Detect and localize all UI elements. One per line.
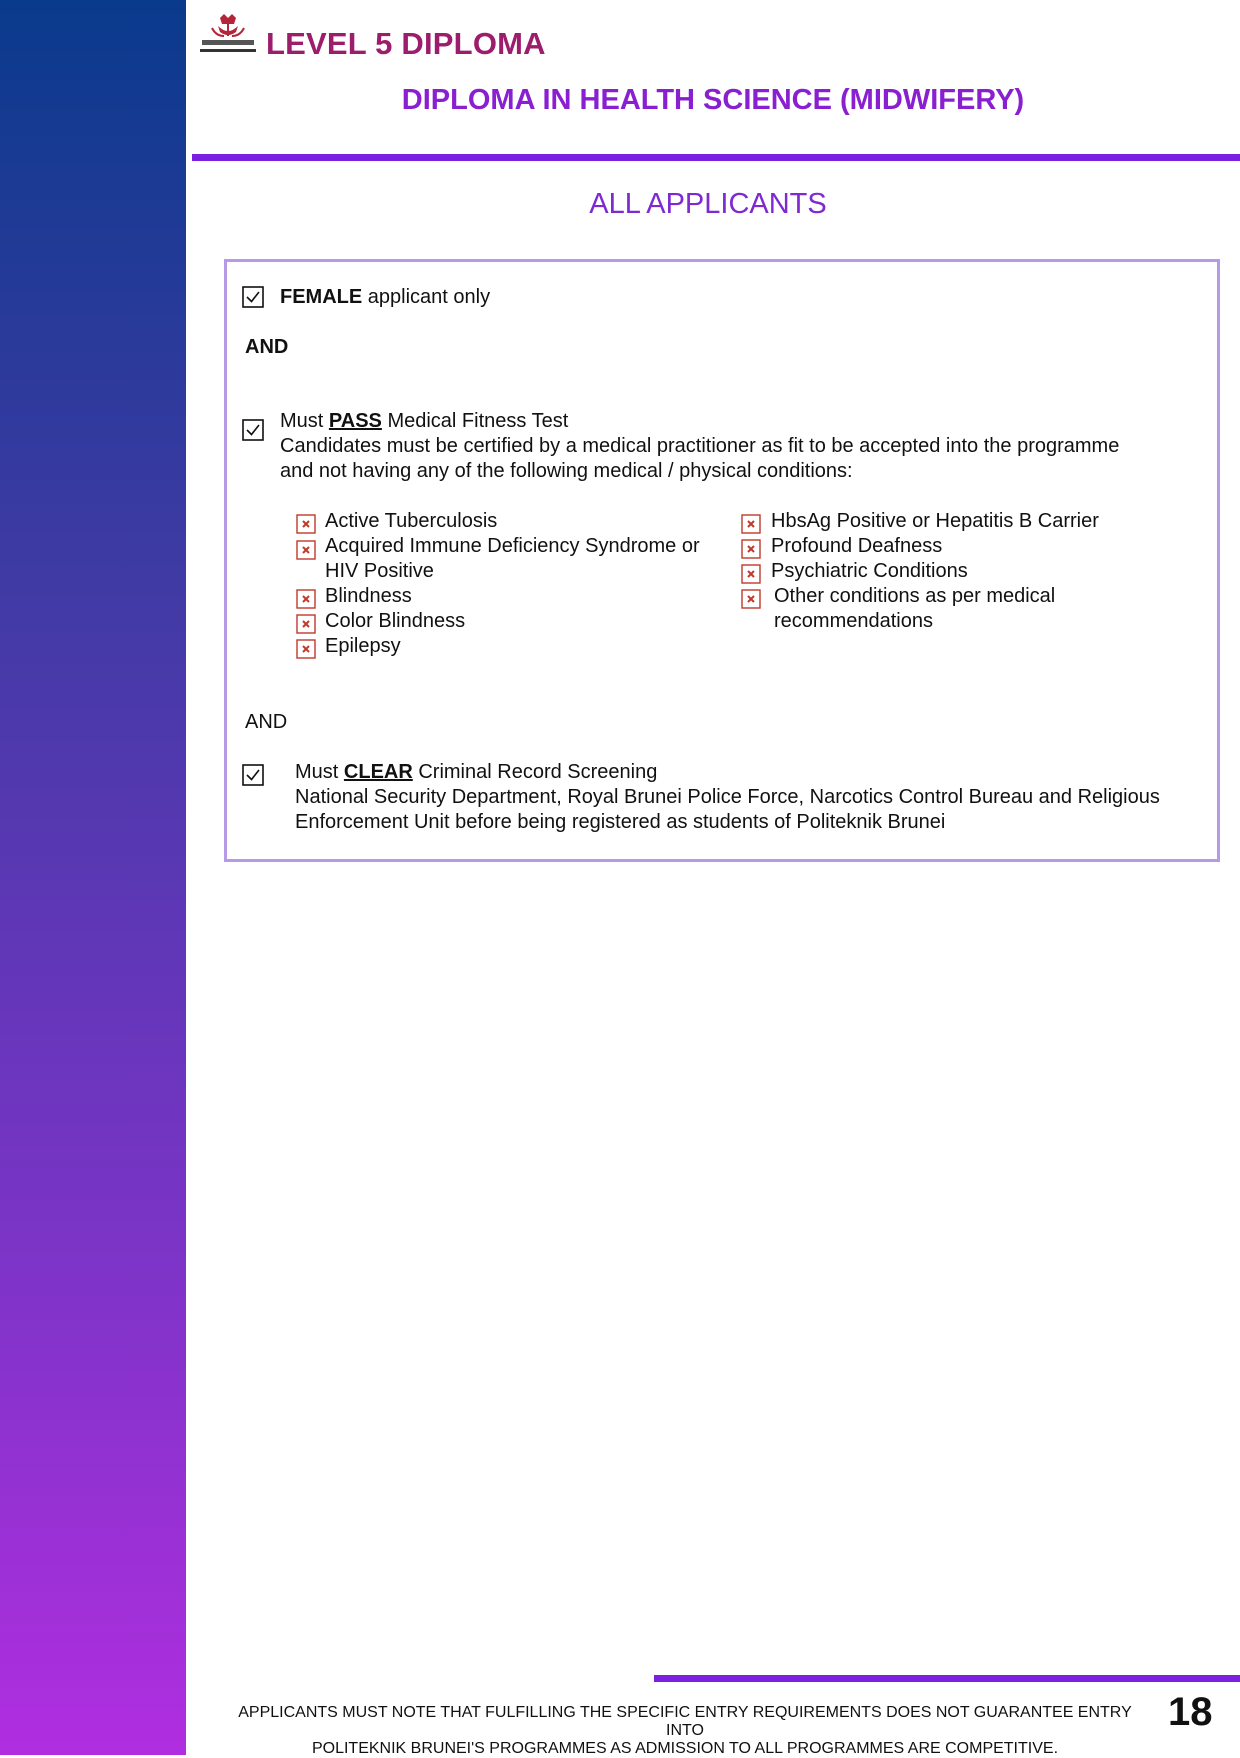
and-connector: AND [245, 711, 288, 733]
female-text: applicant only [362, 286, 491, 308]
medical-suffix: Medical Fitness Test [381, 410, 569, 432]
female-keyword: FEMALE [280, 286, 363, 308]
x-icon [296, 540, 316, 560]
politeknik-logo [198, 14, 258, 56]
sidebar-gradient [0, 0, 186, 1755]
criminal-prefix: Must [295, 761, 344, 783]
and-connector: AND [245, 336, 289, 358]
footer-line2: POLITEKNIK BRUNEI'S PROGRAMMES AS ADMISSION TO ALL PROGRAMMES ARE COMPETITIVE. [311, 1740, 1059, 1757]
checkbox-icon [242, 764, 264, 786]
x-icon [741, 564, 761, 584]
x-icon [741, 514, 761, 534]
bottom-divider [654, 1675, 1240, 1682]
criminal-description-line1: National Security Department, Royal Brunei Police Force, Narcotics Control Bureau and Religious [295, 786, 1160, 808]
medical-test-heading [280, 409, 568, 434]
medical-description-line1: Candidates must be certified by a medical practitioner as fit to be accepted into the programme [280, 435, 1120, 457]
condition-item: Profound Deafness [771, 535, 943, 557]
footer-disclaimer [230, 1704, 1140, 1758]
condition-item: Acquired Immune Deficiency Syndrome or [325, 535, 700, 557]
x-icon [296, 614, 316, 634]
medical-prefix: Must [280, 410, 329, 432]
checkbox-icon [242, 419, 264, 441]
top-divider [192, 154, 1240, 161]
condition-item: Blindness [325, 585, 412, 607]
condition-item-continued: recommendations [774, 610, 933, 632]
checkbox-icon [242, 286, 264, 308]
condition-item: HbsAg Positive or Hepatitis B Carrier [771, 510, 1099, 532]
x-icon [296, 514, 316, 534]
condition-item: Other conditions as per medical [774, 585, 1056, 607]
x-icon [296, 589, 316, 609]
x-icon [741, 539, 761, 559]
condition-item: Color Blindness [325, 610, 466, 632]
footer-line1: APPLICANTS MUST NOTE THAT FULFILLING THE SPECIFIC ENTRY REQUIREMENTS DOES NOT GUARANTEE ENTRY INTO [238, 1704, 1132, 1739]
x-icon [296, 639, 316, 659]
criminal-screening-heading [295, 760, 657, 785]
medical-description-line2: and not having any of the following medical / physical conditions: [280, 460, 853, 482]
criminal-suffix: Criminal Record Screening [412, 761, 658, 783]
condition-item: Active Tuberculosis [325, 510, 498, 532]
condition-item: Psychiatric Conditions [771, 560, 968, 582]
pass-keyword: PASS [328, 410, 382, 432]
page-number: 18 [1168, 1690, 1213, 1734]
condition-item: Epilepsy [325, 635, 401, 657]
program-title: DIPLOMA IN HEALTH SCIENCE (MIDWIFERY) [401, 84, 1025, 116]
criminal-description-line2: Enforcement Unit before being registered as students of Politeknik Brunei [295, 811, 946, 833]
female-requirement [280, 285, 490, 310]
clear-keyword: CLEAR [343, 761, 413, 783]
level-title: LEVEL 5 DIPLOMA [266, 26, 546, 61]
x-icon [741, 589, 761, 609]
condition-item-continued: HIV Positive [325, 560, 434, 582]
section-title: ALL APPLICANTS [589, 188, 827, 220]
